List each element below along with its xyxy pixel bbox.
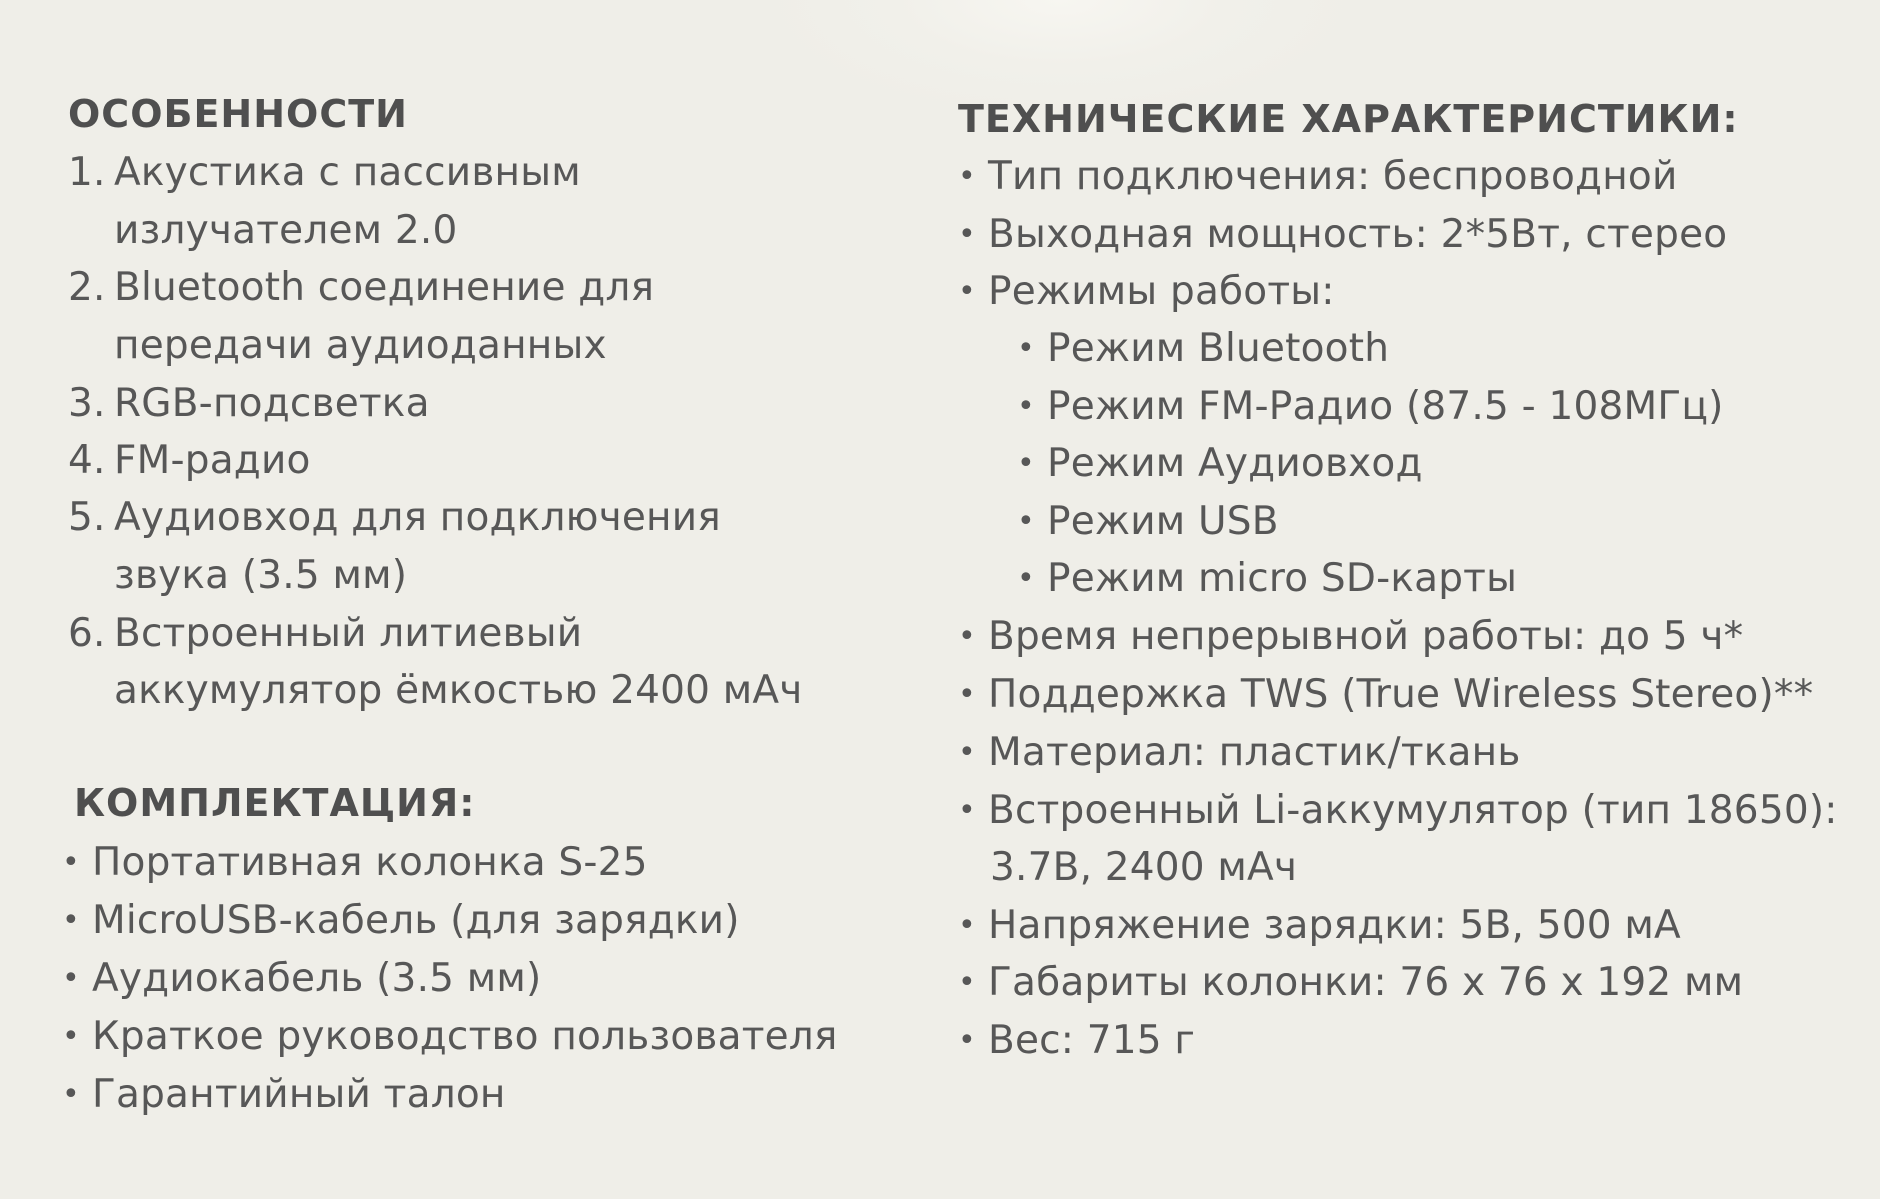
feature-number: 4. — [68, 438, 106, 483]
feature-text: Встроенный литиевый — [114, 611, 583, 656]
bullet-icon: • — [1017, 561, 1035, 596]
bullet-icon: • — [958, 159, 976, 194]
spec-item — [958, 154, 1678, 199]
package-item — [62, 1014, 838, 1059]
spec-item — [958, 212, 1728, 257]
package-item — [62, 956, 542, 1001]
spec-subitem-text: Режим Bluetooth — [1047, 326, 1390, 371]
feature-item-5-cont: звука (3.5 мм) — [114, 553, 408, 598]
bullet-icon: • — [958, 1023, 976, 1058]
package-item-text: Краткое руководство пользователя — [92, 1014, 838, 1059]
feature-text: FM-радио — [114, 438, 311, 483]
spec-item — [958, 1018, 1196, 1063]
feature-number: 3. — [68, 381, 106, 426]
spec-item — [958, 788, 1838, 833]
package-item-text: Аудиокабель (3.5 мм) — [92, 956, 542, 1001]
spec-item — [958, 730, 1521, 775]
spec-text: Режимы работы: — [988, 269, 1335, 314]
feature-number: 1. — [68, 150, 106, 195]
package-heading: КОМПЛЕКТАЦИЯ: — [74, 781, 476, 825]
bullet-icon: • — [62, 961, 80, 996]
spec-text: Встроенный Li-аккумулятор (тип 18650): — [988, 788, 1838, 833]
package-item-text: Портативная колонка S-25 — [92, 840, 648, 885]
spec-text: Выходная мощность: 2*5Вт, стерео — [988, 212, 1728, 257]
spec-subitem-text: Режим USB — [1047, 499, 1279, 544]
spec-text: Поддержка TWS (True Wireless Stereo)** — [988, 672, 1814, 717]
spec-text: Время непрерывной работы: до 5 ч* — [988, 614, 1744, 659]
bullet-icon: • — [958, 735, 976, 770]
feature-item-5 — [68, 495, 721, 540]
spec-subitem — [1017, 499, 1279, 544]
bullet-icon: • — [958, 677, 976, 712]
bullet-icon: • — [62, 845, 80, 880]
bullet-icon: • — [1017, 504, 1035, 539]
spec-text: Вес: 715 г — [988, 1018, 1196, 1063]
spec-text: Напряжение зарядки: 5В, 500 мА — [988, 903, 1681, 948]
bullet-icon: • — [958, 217, 976, 252]
feature-number: 2. — [68, 265, 106, 310]
spec-subitem — [1017, 326, 1390, 371]
package-item-text: Гарантийный талон — [92, 1072, 506, 1117]
spec-item — [958, 960, 1744, 1005]
spec-subitem — [1017, 441, 1423, 486]
package-item — [62, 1072, 506, 1117]
spec-item — [958, 614, 1744, 659]
bullet-icon: • — [62, 1077, 80, 1112]
feature-text: Аудиовход для подключения — [114, 495, 721, 540]
bullet-icon: • — [958, 908, 976, 943]
spec-subitem-text: Режим FM-Радио (87.5 - 108МГц) — [1047, 384, 1724, 429]
bullet-icon: • — [958, 274, 976, 309]
bullet-icon: • — [958, 965, 976, 1000]
spec-subitem — [1017, 556, 1518, 601]
bullet-icon: • — [958, 619, 976, 654]
feature-item-6 — [68, 611, 583, 656]
spec-text: Тип подключения: беспроводной — [988, 154, 1678, 199]
spec-item-cont: 3.7В, 2400 мАч — [990, 845, 1298, 890]
package-item — [62, 840, 648, 885]
package-item — [62, 898, 740, 943]
feature-text: RGB-подсветка — [114, 381, 430, 426]
feature-text: Bluetooth соединение для — [114, 265, 655, 310]
feature-item-2 — [68, 265, 655, 310]
feature-text: Акустика с пассивным — [114, 150, 581, 195]
bullet-icon: • — [1017, 389, 1035, 424]
bullet-icon: • — [62, 1019, 80, 1054]
spec-item — [958, 269, 1335, 314]
bullet-icon: • — [62, 903, 80, 938]
spec-item — [958, 903, 1681, 948]
spec-subitem — [1017, 384, 1724, 429]
spec-subitem-text: Режим Аудиовход — [1047, 441, 1423, 486]
feature-item-3 — [68, 381, 430, 426]
bullet-icon: • — [958, 793, 976, 828]
package-item-text: MicroUSB-кабель (для зарядки) — [92, 898, 740, 943]
specs-heading: ТЕХНИЧЕСКИЕ ХАРАКТЕРИСТИКИ: — [958, 97, 1739, 141]
spec-subitem-text: Режим micro SD-карты — [1047, 556, 1518, 601]
bullet-icon: • — [1017, 331, 1035, 366]
feature-item-4 — [68, 438, 311, 483]
spec-text: Габариты колонки: 76 x 76 x 192 мм — [988, 960, 1744, 1005]
spec-item — [958, 672, 1814, 717]
features-heading: ОСОБЕННОСТИ — [68, 92, 408, 136]
bullet-icon: • — [1017, 446, 1035, 481]
feature-number: 5. — [68, 495, 106, 540]
feature-number: 6. — [68, 611, 106, 656]
feature-item-1 — [68, 150, 581, 195]
feature-item-2-cont: передачи аудиоданных — [114, 323, 607, 368]
feature-item-1-cont: излучателем 2.0 — [114, 208, 458, 253]
spec-text: Материал: пластик/ткань — [988, 730, 1521, 775]
feature-item-6-cont: аккумулятор ёмкостью 2400 мАч — [114, 668, 803, 713]
